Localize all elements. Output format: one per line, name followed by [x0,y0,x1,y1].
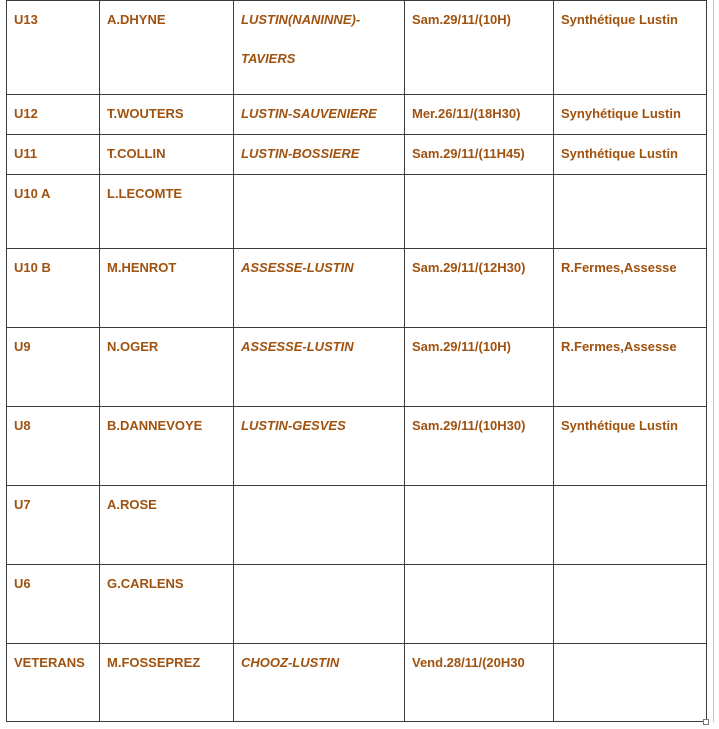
datetime-cell: Vend.28/11/(20H30 [405,644,554,722]
coach-cell: N.OGER [100,328,234,407]
datetime-cell [405,486,554,565]
team-cell: U11 [7,135,100,175]
match-line-1: LUSTIN(NANINNE)- [241,12,361,27]
match-cell: ASSESSE-LUSTIN [234,328,405,407]
page-edge-rule [713,0,714,722]
datetime-cell: Sam.29/11/(10H30) [405,407,554,486]
datetime-cell [405,565,554,644]
venue-cell [554,486,707,565]
venue-cell [554,565,707,644]
table-resize-handle[interactable] [703,719,709,725]
match-cell [234,1,405,95]
table-row [7,135,707,175]
table-row [7,95,707,135]
team-cell: U12 [7,95,100,135]
coach-cell: T.WOUTERS [100,95,234,135]
table-row [7,328,707,407]
team-cell: U10 B [7,249,100,328]
team-cell: U13 [7,1,100,95]
coach-cell: A.DHYNE [100,1,234,95]
team-cell: U10 A [7,175,100,249]
datetime-cell: Sam.29/11/(11H45) [405,135,554,175]
match-cell [234,175,405,249]
team-cell: U9 [7,328,100,407]
table-row [7,407,707,486]
coach-cell: M.FOSSEPREZ [100,644,234,722]
venue-cell: Synyhétique Lustin [554,95,707,135]
table-row [7,1,707,95]
venue-cell: Synthétique Lustin [554,407,707,486]
table-row [7,565,707,644]
team-cell: U7 [7,486,100,565]
table-row [7,249,707,328]
team-cell: U6 [7,565,100,644]
datetime-cell: Mer.26/11/(18H30) [405,95,554,135]
venue-cell: Synthétique Lustin [554,1,707,95]
datetime-cell: Sam.29/11/(10H) [405,1,554,95]
coach-cell: M.HENROT [100,249,234,328]
table-row [7,486,707,565]
datetime-cell: Sam.29/11/(10H) [405,328,554,407]
venue-cell: Synthétique Lustin [554,135,707,175]
match-cell [234,565,405,644]
venue-cell: R.Fermes,Assesse [554,249,707,328]
match-line-2: TAVIERS [241,51,296,66]
match-cell: LUSTIN-SAUVENIERE [234,95,405,135]
team-cell: VETERANS [7,644,100,722]
datetime-cell: Sam.29/11/(12H30) [405,249,554,328]
team-cell: U8 [7,407,100,486]
match-cell [234,486,405,565]
datetime-cell [405,175,554,249]
coach-cell: B.DANNEVOYE [100,407,234,486]
coach-cell: G.CARLENS [100,565,234,644]
coach-cell: T.COLLIN [100,135,234,175]
match-cell: ASSESSE-LUSTIN [234,249,405,328]
venue-cell [554,175,707,249]
coach-cell: A.ROSE [100,486,234,565]
match-cell: LUSTIN-BOSSIERE [234,135,405,175]
venue-cell [554,644,707,722]
coach-cell: L.LECOMTE [100,175,234,249]
venue-cell: R.Fermes,Assesse [554,328,707,407]
match-cell: LUSTIN-GESVES [234,407,405,486]
match-cell: CHOOZ-LUSTIN [234,644,405,722]
table-row [7,175,707,249]
match-schedule-table [6,0,707,722]
table-row [7,644,707,722]
